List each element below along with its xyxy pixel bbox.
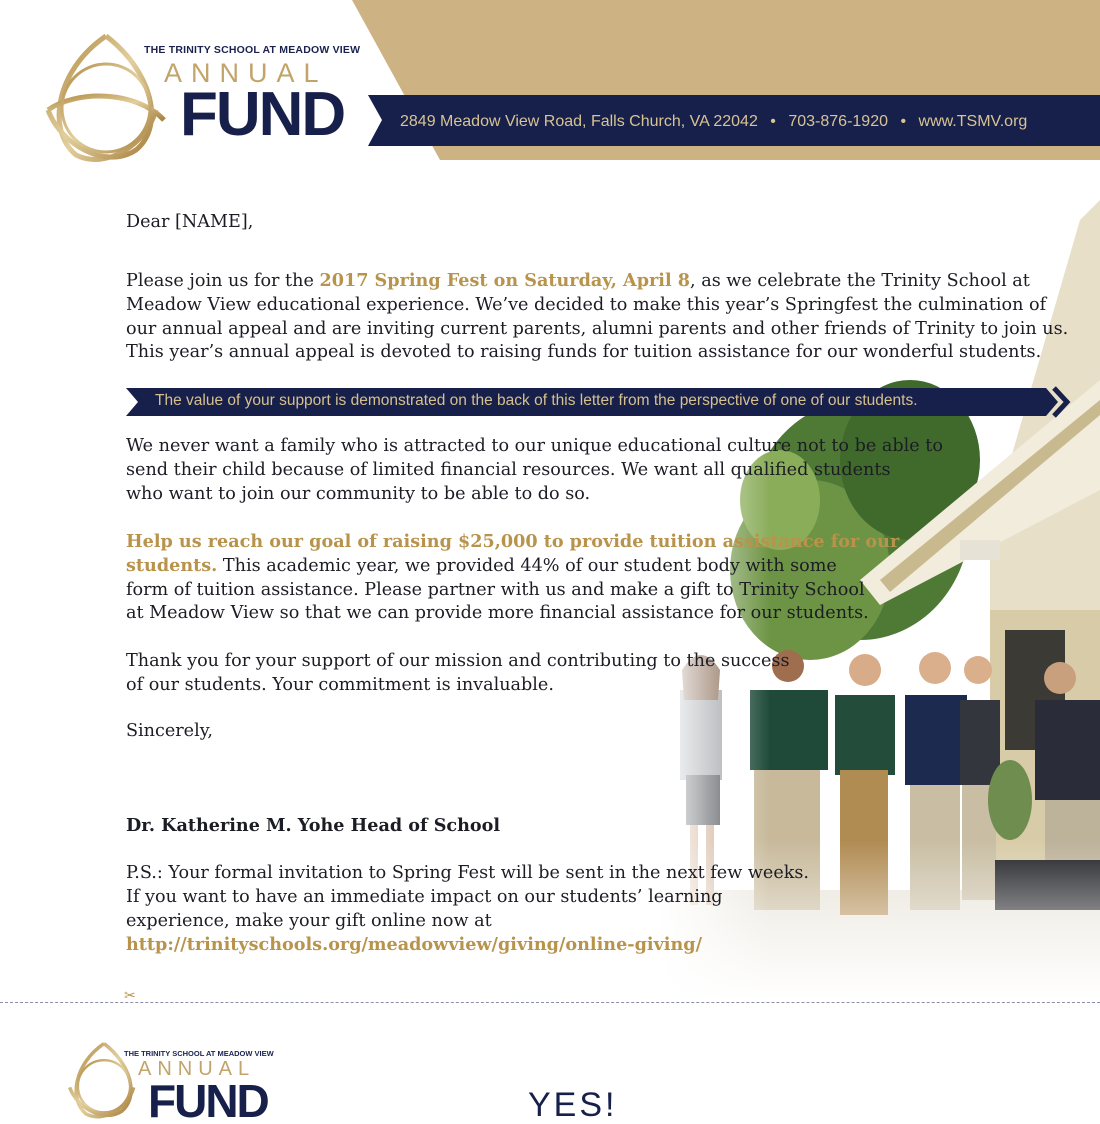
intro-line-4: This year’s annual appeal is devoted to raising funds for tuition assistance for our wonderful students.	[126, 342, 1042, 363]
greeting: Dear [NAME],	[126, 212, 254, 232]
ps-line-1: P.S.: Your formal invitation to Spring Fest will be sent in the next few weeks.	[126, 863, 810, 883]
separator: •	[900, 113, 907, 130]
paragraph-thanks	[126, 650, 790, 698]
goal-line-2: This academic year, we provided 44% of our student body with some	[217, 555, 837, 576]
paragraph-goal	[126, 530, 899, 626]
website-link[interactable]: www.TSMV.org	[918, 113, 1028, 130]
annual-fund-logo[interactable]	[36, 30, 366, 165]
phone-link[interactable]: 703-876-1920	[788, 113, 888, 130]
intro-text: Please join us for the	[126, 271, 320, 291]
contact-line	[400, 113, 1027, 131]
separator: •	[770, 113, 776, 130]
signature: Dr. Katherine M. Yohe Head of School	[126, 815, 501, 836]
postscript	[126, 862, 809, 957]
goal-highlight-line-2: students.	[126, 554, 218, 576]
logo-annual-text: ANNUAL	[164, 58, 328, 88]
reply-card-logo	[54, 1040, 314, 1120]
goal-line-3: form of tuition assistance. Please partner with us and make a gift to Trinity School	[126, 579, 865, 600]
spring-fest-highlight: 2017 Spring Fest on Saturday, April 8	[319, 270, 691, 291]
reply-fund-text: FUND	[148, 1075, 268, 1120]
thanks-line-1: Thank you for your support of our mission and contributing to the success	[126, 651, 790, 671]
address-text: 2849 Meadow View Road, Falls Church, VA 22042	[400, 113, 758, 130]
goal-highlight-line-1: Help us reach our goal of raising $25,000 to provide tuition assistance for our	[126, 531, 900, 552]
paragraph-intro	[126, 269, 1068, 365]
closing: Sincerely,	[126, 721, 213, 741]
goal-line-4: at Meadow View so that we can provide more financial assistance for our students.	[126, 603, 869, 624]
logo-school-name: THE TRINITY SCHOOL AT MEADOW VIEW	[144, 44, 361, 56]
mission-line-3: who want to join our community to be able to do so.	[126, 483, 591, 504]
ps-line-3: experience, make your gift online now at	[126, 910, 492, 931]
mission-line-2: send their child because of limited financial resources. We want all qualified students	[126, 459, 891, 480]
paragraph-mission	[126, 435, 943, 506]
intro-line-2: Meadow View educational experience. We’ve decided to make this year’s Springfest the culmination of	[126, 294, 1047, 315]
reply-school-name: THE TRINITY SCHOOL AT MEADOW VIEW	[124, 1049, 274, 1058]
intro-line-3: our annual appeal and are inviting current parents, alumni parents and other friends of Trinity to join us.	[126, 318, 1069, 339]
mission-line-1: We never want a family who is attracted to our unique educational culture not to be able to	[126, 436, 943, 456]
giving-url-link[interactable]: http://trinityschools.org/meadowview/giving/online-giving/	[126, 934, 702, 956]
yes-heading: YES!	[528, 1086, 618, 1124]
support-banner-text: The value of your support is demonstrated on the back of this letter from the perspective of one of our students.	[155, 392, 918, 409]
scissors-icon: ✂	[124, 988, 136, 1004]
logo-fund-text: FUND	[180, 80, 345, 149]
ps-line-2: If you want to have an immediate impact on our students’ learning	[126, 886, 723, 907]
cut-line	[0, 1002, 1100, 1003]
thanks-line-2: of our students. Your commitment is invaluable.	[126, 674, 554, 695]
intro-text-cont: , as we celebrate the Trinity School at	[690, 271, 1030, 291]
reply-annual-text: ANNUAL	[138, 1058, 256, 1080]
